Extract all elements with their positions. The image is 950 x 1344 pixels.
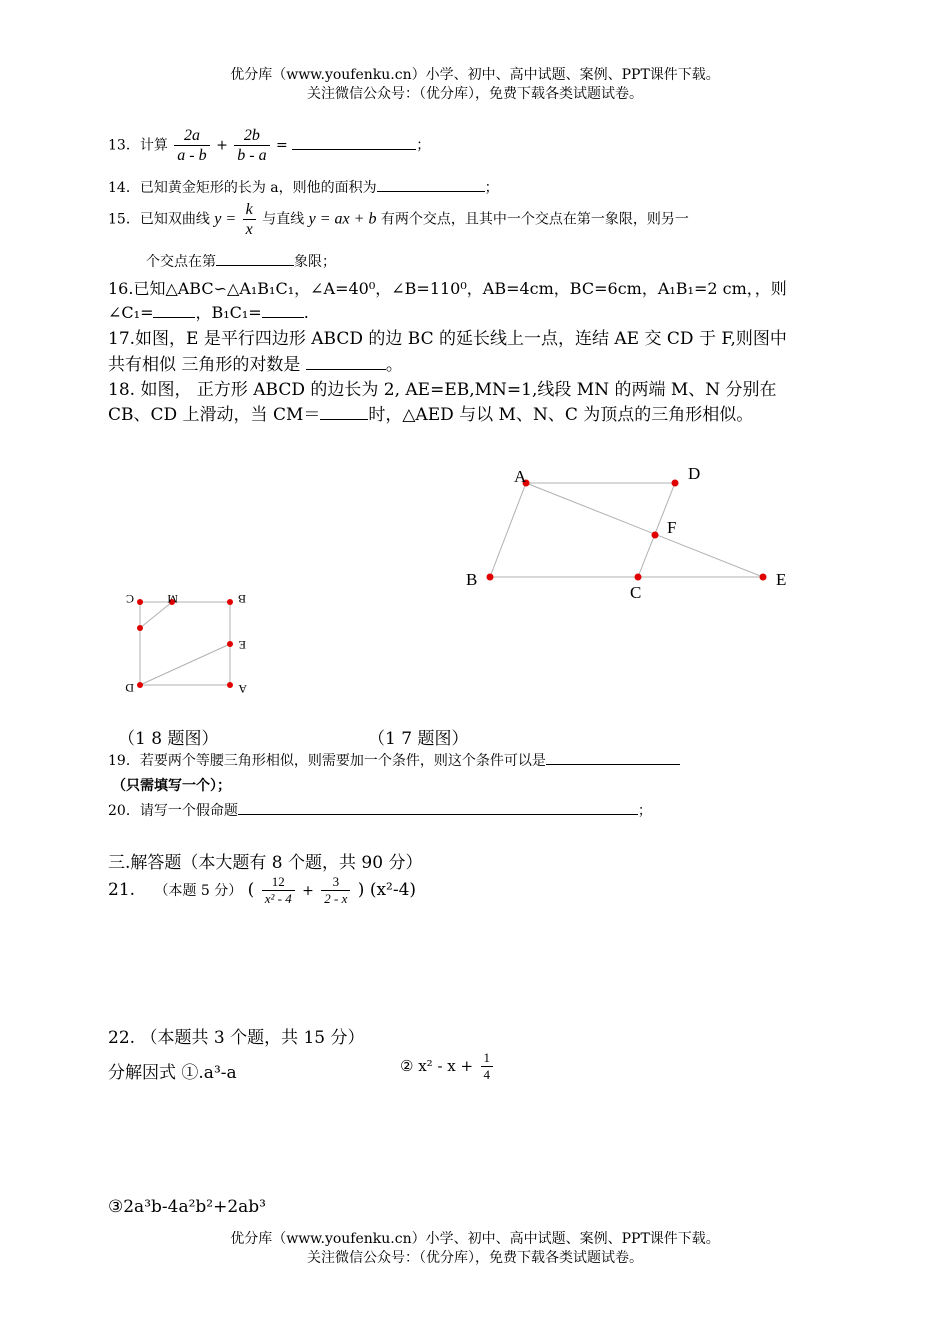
fig17-point-b	[487, 574, 494, 581]
q13-answer-blank[interactable]	[292, 135, 416, 150]
fig17-label-f: F	[667, 518, 677, 537]
fig18-label-e: E	[238, 638, 246, 652]
q18-answer-blank[interactable]	[320, 405, 368, 420]
q22-fraction: $\frac{1}{4}$	[481, 1050, 494, 1083]
fig17-label-d: D	[688, 464, 701, 483]
fig18-point-c	[137, 599, 143, 605]
question-16-cont: ∠C₁= ，B₁C₁= .	[108, 303, 309, 322]
footer-line-1: 优分库（www.youfenku.cn）小学、初中、高中试题、案例、PPT课件下载。	[230, 1231, 720, 1247]
question-20: 20．请写一个假命题 ；	[108, 800, 652, 820]
q15-answer-blank[interactable]	[216, 251, 294, 266]
question-15-cont: 个交点在第 象限；	[146, 251, 336, 271]
q16-b1c1-blank[interactable]	[262, 303, 304, 318]
q13-equals: =	[276, 137, 288, 154]
fig17-caption: （1 7 题图）	[368, 729, 469, 749]
question-13: 13．计算 $\frac{2a}{a - b}$ + $\frac{2b}{b - a}$ = ；	[108, 127, 431, 164]
fig17-label-a: A	[514, 467, 527, 486]
q13-fraction-2: $\frac{2b}{b - a}$	[234, 126, 269, 165]
header-line-1: 优分库（www.youfenku.cn）小学、初中、高中试题、案例、PPT课件下载。	[230, 67, 720, 83]
fig18-label-c: C	[125, 592, 134, 606]
fig18-label-d: D	[125, 681, 134, 695]
fig17-point-d	[672, 480, 679, 487]
fig18-point-d	[137, 682, 143, 688]
fig18-label-b: B	[237, 592, 246, 606]
section-3-title: 三.解答题（本大题有 8 个题，共 90 分）	[108, 853, 423, 873]
fig18-caption: （1 8 题图）	[118, 729, 219, 749]
question-15: 15．已知双曲线 y = $\frac{k}{x}$ 与直线 y = ax + b 有两个交点，且其中一个交点在第一象限，则另一	[108, 201, 689, 238]
question-17-cont: 共有相似 三角形的对数是 。	[108, 355, 403, 375]
fig17-point-e	[760, 574, 767, 581]
q13-plus: +	[216, 137, 228, 154]
fig18-point-e	[227, 641, 233, 647]
question-22-part-3: ③2a³b-4a²b²+2ab³	[108, 1197, 266, 1217]
q16-c1-blank[interactable]	[153, 303, 195, 318]
q13-label: 13．计算	[108, 137, 168, 154]
question-16: 16.已知△ABC∽△A₁B₁C₁，∠A=40⁰，∠B=110⁰，AB=4cm，BC=6cm，A₁B₁=2 cm，，则	[108, 279, 787, 298]
q14-text: 14．已知黄金矩形的长为 a，则他的面积为	[108, 180, 377, 196]
fig18-point-n	[137, 625, 143, 631]
question-19: 19．若要两个等腰三角形相似，则需要加一个条件，则这个条件可以是	[108, 750, 680, 770]
fig18-label-a: A	[238, 682, 247, 696]
fig18-label-m: M	[167, 592, 178, 606]
question-18-cont: CB、CD 上滑动，当 CM＝ 时，△AED 与以 M、N、C 为顶点的三角形相似。	[108, 405, 754, 425]
q15-fraction: $\frac{k}{x}$	[243, 200, 256, 239]
question-17: 17.如图，E 是平行四边形 ABCD 的边 BC 的延长线上一点，连结 AE 交 CD 于 F,则图中	[108, 329, 787, 349]
figure-18	[110, 585, 260, 705]
fig17-point-f	[652, 532, 659, 539]
question-21: 21. （本题 5 分） ( $\frac{12}{\text{x² - 4}}$ + $\frac{3}{2 - x}$ ) (x²-4)	[108, 874, 417, 906]
question-22-part-1: 分解因式 ①.a³-a	[108, 1063, 237, 1083]
fig17-label-c: C	[630, 583, 642, 602]
question-19-note: （只需填写一个）；	[112, 778, 231, 794]
q19-answer-blank[interactable]	[546, 750, 680, 765]
q13-fraction-1: $\frac{2a}{a - b}$	[174, 126, 209, 165]
question-18: 18. 如图， 正方形 ABCD 的边长为 2, AE=EB,MN=1,线段 MN 的两端 M、N 分别在	[108, 380, 777, 400]
q17-answer-blank[interactable]	[306, 355, 386, 370]
question-22-part-2: ② x² - x + $\frac{1}{4}$	[400, 1050, 495, 1083]
q14-answer-blank[interactable]	[377, 177, 485, 192]
question-22-title: 22. （本题共 3 个题，共 15 分）	[108, 1028, 365, 1048]
fig17-point-c	[635, 574, 642, 581]
fig17-label-b: B	[466, 570, 478, 589]
fig18-point-b	[227, 599, 233, 605]
q21-fraction-2: $\frac{3}{2 - x}$	[321, 874, 350, 907]
q21-fraction-1: $\frac{12}{\text{x² - 4}}$	[262, 874, 295, 907]
figure-17	[460, 460, 800, 610]
footer-line-2: 关注微信公众号：（优分库），免费下载各类试题试卷。	[307, 1250, 643, 1266]
question-14: 14．已知黄金矩形的长为 a，则他的面积为 ；	[108, 177, 499, 197]
fig18-point-a	[227, 682, 233, 688]
q20-answer-blank[interactable]	[238, 800, 638, 815]
header-line-2: 关注微信公众号：（优分库），免费下载各类试题试卷。	[307, 86, 643, 102]
fig17-label-e: E	[776, 570, 787, 589]
